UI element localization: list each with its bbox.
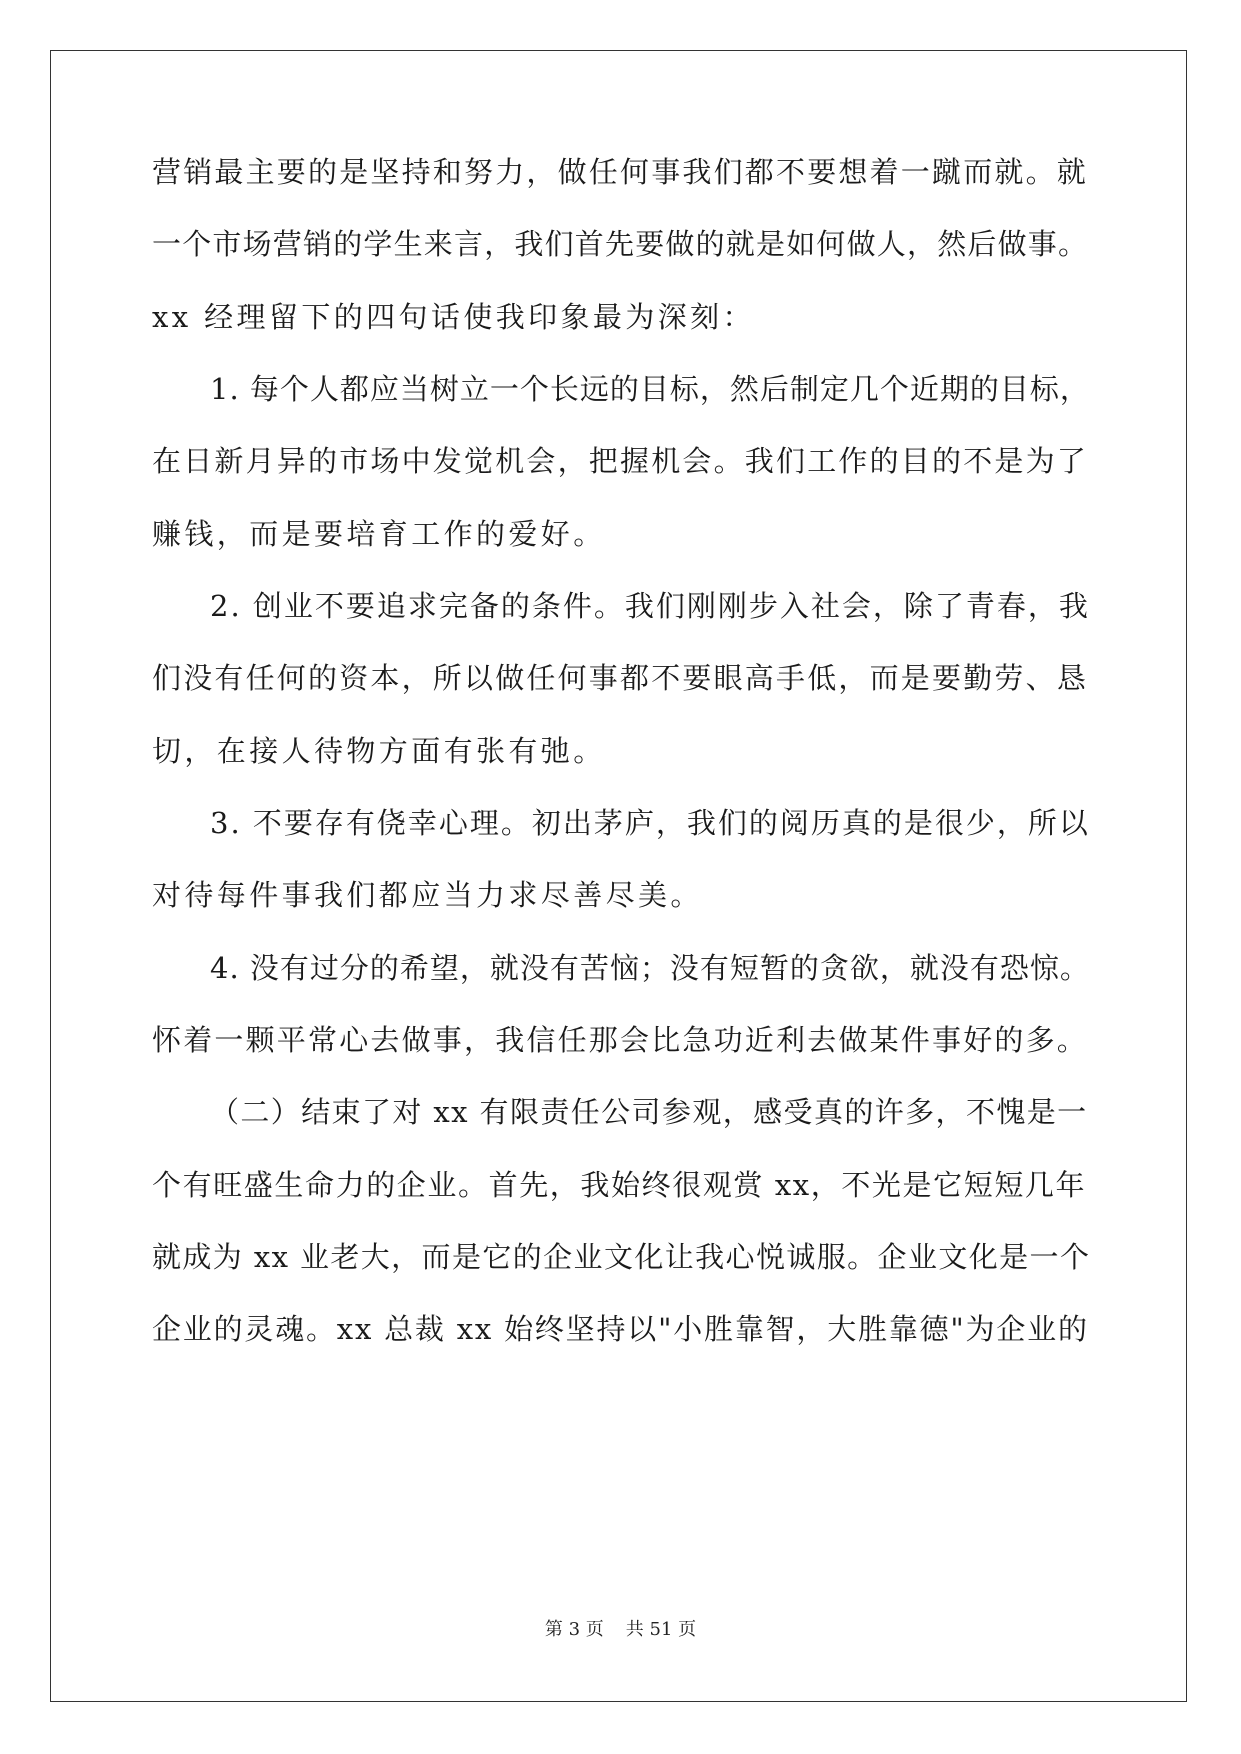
text-line: 一个市场营销的学生来言，我们首先要做的就是如何做人，然后做事。 <box>152 227 1089 261</box>
page-number: 第 3 页 <box>544 1619 604 1640</box>
list-item-3-line: 3. 不要存有侥幸心理。初出茅庐，我们的阅历真的是很少，所以 <box>210 806 1090 840</box>
text-line: 们没有任何的资本，所以做任何事都不要眼高手低，而是要勤劳、恳 <box>152 661 1089 695</box>
text-line: 营销最主要的是坚持和努力，做任何事我们都不要想着一蹴而就。就 <box>152 155 1089 189</box>
text-line: 个有旺盛生命力的企业。首先，我始终很观赏 xx，不光是它短短几年 <box>152 1168 1087 1202</box>
text-line: 就成为 xx 业老大，而是它的企业文化让我心悦诚服。企业文化是一个 <box>152 1240 1091 1274</box>
text-line: 企业的灵魂。xx 总裁 xx 始终坚持以"小胜靠智，大胜靠德"为企业的 <box>152 1312 1089 1346</box>
text-line: 赚钱，而是要培育工作的爱好。 <box>152 517 606 551</box>
text-line: 对待每件事我们都应当力求尽善尽美。 <box>152 878 703 912</box>
text-line: 切，在接人待物方面有张有弛。 <box>152 734 606 768</box>
page-footer <box>0 1618 1241 1642</box>
list-item-4-line: 4. 没有过分的希望，就没有苦恼；没有短暂的贪欲，就没有恐惊。 <box>210 951 1090 985</box>
text-line: 在日新月异的市场中发觉机会，把握机会。我们工作的目的不是为了 <box>152 444 1089 478</box>
section-2-line: （二）结束了对 xx 有限责任公司参观，感受真的许多，不愧是一 <box>210 1095 1088 1129</box>
text-line: 怀着一颗平常心去做事，我信任那会比急功近利去做某件事好的多。 <box>152 1023 1089 1057</box>
list-item-1-line: 1. 每个人都应当树立一个长远的目标，然后制定几个近期的目标， <box>210 372 1090 406</box>
page-total: 共 51 页 <box>625 1619 697 1640</box>
list-item-2-line: 2. 创业不要追求完备的条件。我们刚刚步入社会，除了青春，我 <box>210 589 1090 623</box>
text-line: xx 经理留下的四句话使我印象最为深刻： <box>152 300 755 334</box>
